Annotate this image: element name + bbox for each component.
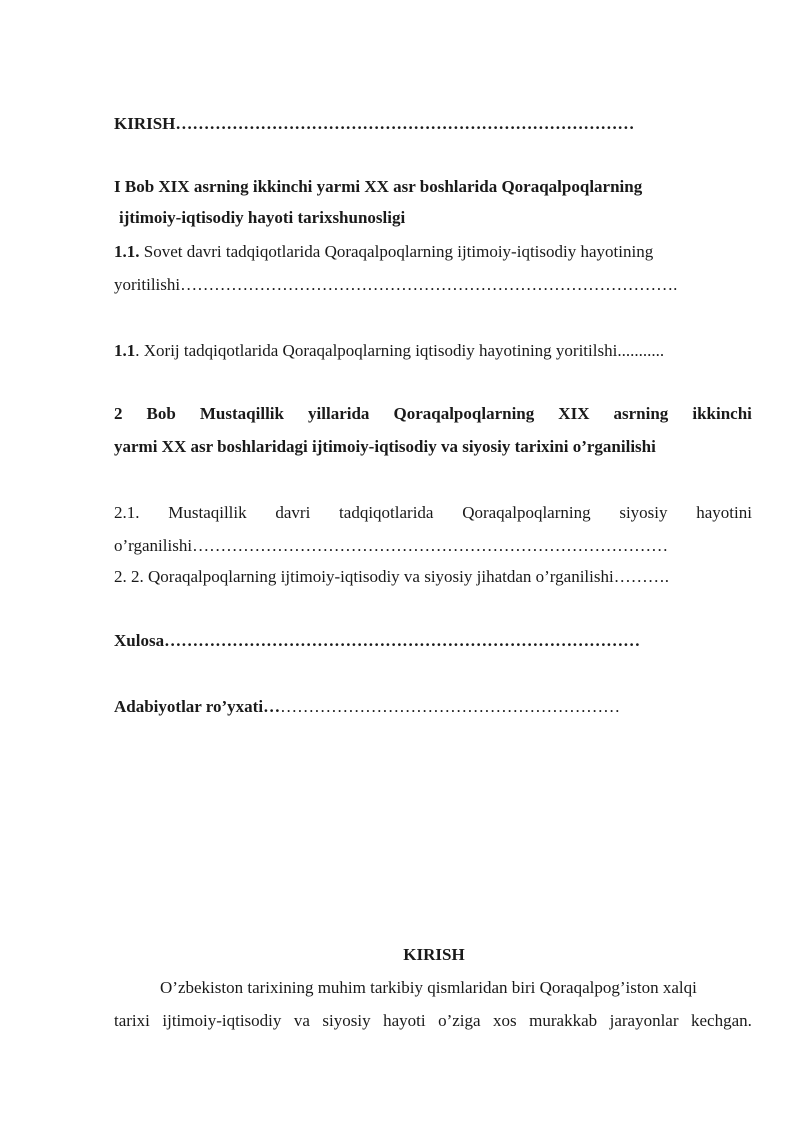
word: siyosiy	[619, 503, 668, 522]
word: XIX	[558, 404, 590, 423]
word: Mustaqillik	[199, 404, 284, 423]
toc-section-1-1-line1	[114, 241, 653, 263]
intro-paragraph-line2	[114, 1010, 752, 1032]
word: yillarida	[308, 404, 370, 423]
word: asrning	[613, 404, 669, 423]
section-number: 1.1	[114, 341, 136, 360]
toc-intro: KIRISH………………………………………………………………………	[114, 114, 635, 133]
toc-section-2-2: 2. 2. Qoraqalpoqlarning ijtimoiy-iqtisodiy va siyosiy jihatdan o’rganilishi……….	[114, 567, 669, 586]
word: 2.1.	[114, 503, 140, 522]
word: Qoraqalpoqlarning	[393, 404, 535, 423]
word: murakkab	[529, 1011, 598, 1030]
section-number: 1.1.	[114, 242, 140, 261]
word: hayotini	[696, 503, 752, 522]
word: xos	[493, 1011, 517, 1030]
toc-section-2-1-line1	[114, 502, 752, 524]
word: davri	[275, 503, 311, 522]
word: kechgan.	[691, 1011, 752, 1030]
bibliography-title: Adabiyotlar ro’yxati…	[114, 697, 281, 716]
toc-bibliography	[114, 696, 620, 718]
toc-chapter2-line2: yarmi XX asr boshlaridagi ijtimoiy-iqtisodiy va siyosiy tarixini o’rganilishi	[114, 437, 656, 456]
leader-dots: ……………………………………………………	[280, 697, 621, 716]
word: Qoraqalpoqlarning	[462, 503, 591, 522]
word: Bob	[146, 404, 176, 423]
word: hayoti	[383, 1011, 426, 1030]
word: tarixi	[114, 1011, 150, 1030]
word: Mustaqillik	[168, 503, 247, 522]
word: tadqiqotlarida	[339, 503, 434, 522]
toc-section-1-1-foreign	[114, 340, 664, 362]
section-title: Sovet davri tadqiqotlarida Qoraqalpoqlarning ijtimoiy-iqtisodiy hayotining	[139, 242, 654, 261]
intro-paragraph-line1: O’zbekiston tarixining muhim tarkibiy qismlaridan biri Qoraqalpog’iston xalqi	[160, 978, 697, 997]
section-title: . Xorij tadqiqotlarida Qoraqalpoqlarning iqtisodiy hayotining yoritilshi...........	[135, 341, 665, 360]
toc-conclusion: Xulosa…………………………………………………………………………	[114, 631, 641, 650]
word: 2	[114, 404, 123, 423]
word: o’ziga	[438, 1011, 481, 1030]
word: ijtimoiy-iqtisodiy	[162, 1011, 282, 1030]
toc-chapter1-line1: I Bob XIX asrning ikkinchi yarmi XX asr boshlarida Qoraqalpoqlarning	[114, 177, 643, 196]
toc-chapter1-line2: ijtimoiy-iqtisodiy hayoti tarixshunosligi	[119, 208, 406, 227]
word: siyosiy	[322, 1011, 371, 1030]
word: ikkinchi	[692, 404, 752, 423]
toc-section-1-1-line2: yoritilishi…………………………………………………………………………….	[114, 275, 678, 294]
toc-section-2-1-line2: o’rganilishi…………………………………………………………………………	[114, 536, 669, 555]
word: va	[293, 1011, 310, 1030]
word: jarayonlar	[609, 1011, 679, 1030]
toc-chapter2-line1	[114, 403, 752, 425]
intro-heading: KIRISH	[403, 945, 465, 964]
